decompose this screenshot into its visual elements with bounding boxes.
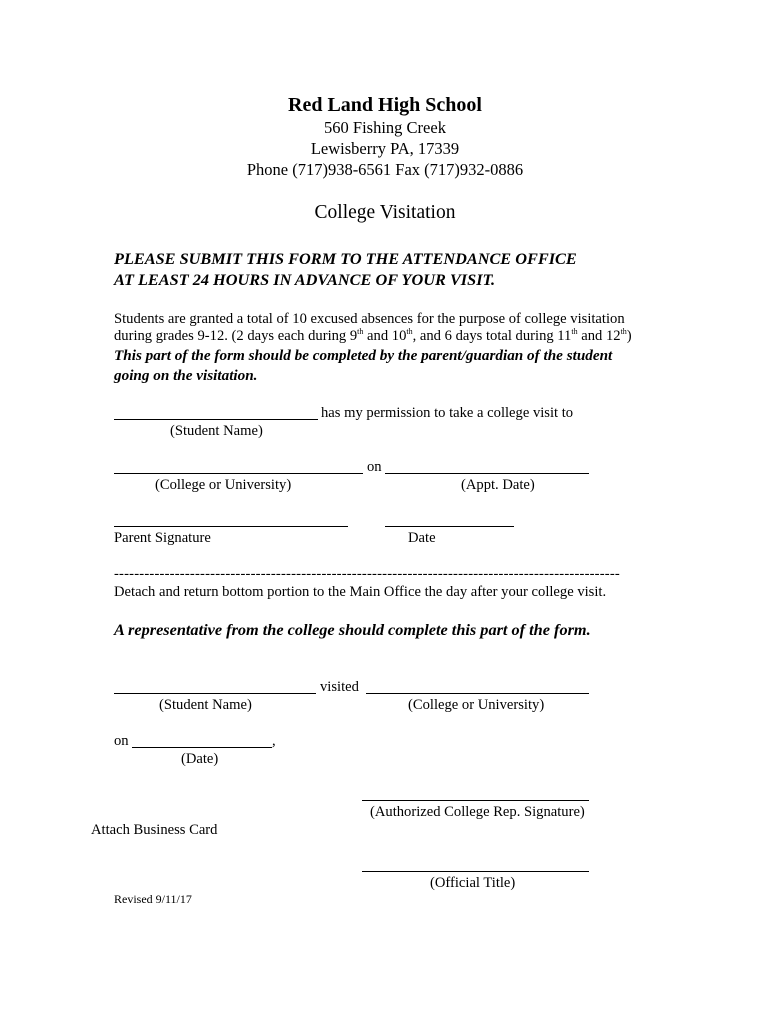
- rep-date-label: (Date): [181, 751, 219, 767]
- parent-note-line1: This part of the form should be completed by the parent/guardian of the student: [114, 347, 613, 364]
- appt-date-field[interactable]: [385, 473, 589, 474]
- school-address-street: 560 Fishing Creek: [324, 118, 446, 137]
- student-name-label: (Student Name): [170, 423, 263, 439]
- rep-college-field[interactable]: [366, 693, 589, 694]
- rep-student-name-field[interactable]: [114, 693, 316, 694]
- permission-text: has my permission to take a college visit to: [321, 405, 574, 421]
- detach-instructions: Detach and return bottom portion to the Main Office the day after your college visit.: [114, 584, 607, 600]
- parent-signature-field[interactable]: [114, 526, 348, 527]
- official-title-field[interactable]: [362, 871, 589, 872]
- form-title: College Visitation: [314, 202, 456, 223]
- parent-signature-label: Parent Signature: [114, 530, 211, 546]
- college-field[interactable]: [114, 473, 363, 474]
- rep-date-field[interactable]: [132, 747, 272, 748]
- school-name: Red Land High School: [288, 94, 482, 116]
- rep-signature-field[interactable]: [362, 800, 589, 801]
- rep-college-label: (College or University): [408, 697, 545, 713]
- student-name-field[interactable]: [114, 419, 318, 420]
- rep-signature-label: (Authorized College Rep. Signature): [370, 804, 585, 820]
- rep-student-name-label: (Student Name): [159, 697, 252, 713]
- attach-business-card: Attach Business Card: [91, 822, 218, 838]
- appt-date-label: (Appt. Date): [461, 477, 535, 493]
- parent-note-line2: going on the visitation.: [114, 367, 258, 384]
- submit-notice-line1: PLEASE SUBMIT THIS FORM TO THE ATTENDANCE OFFICE: [114, 249, 577, 268]
- rep-date-comma: ,: [272, 733, 276, 749]
- policy-line1: Students are granted a total of 10 excused absences for the purpose of college visitation: [114, 311, 625, 327]
- detach-divider: ----------------------------------------------------------------------------------------------------: [114, 566, 620, 582]
- visited-text: visited: [320, 679, 359, 695]
- parent-date-field[interactable]: [385, 526, 514, 527]
- school-address-city: Lewisberry PA, 17339: [310, 139, 460, 158]
- submit-notice-line2: AT LEAST 24 HOURS IN ADVANCE OF YOUR VISIT.: [114, 270, 496, 289]
- rep-note: A representative from the college should complete this part of the form.: [114, 620, 591, 639]
- on-text: on: [367, 459, 382, 475]
- official-title-label: (Official Title): [430, 875, 516, 891]
- college-label: (College or University): [155, 477, 292, 493]
- rep-on-text: on: [114, 733, 129, 749]
- policy-line2: during grades 9-12. (2 days each during 9th and 10th, and 6 days total during 11th and 12th): [114, 327, 632, 344]
- parent-date-label: Date: [408, 530, 436, 546]
- revised-date: Revised 9/11/17: [114, 892, 192, 906]
- school-phone-fax: Phone (717)938-6561 Fax (717)932-0886: [246, 160, 524, 179]
